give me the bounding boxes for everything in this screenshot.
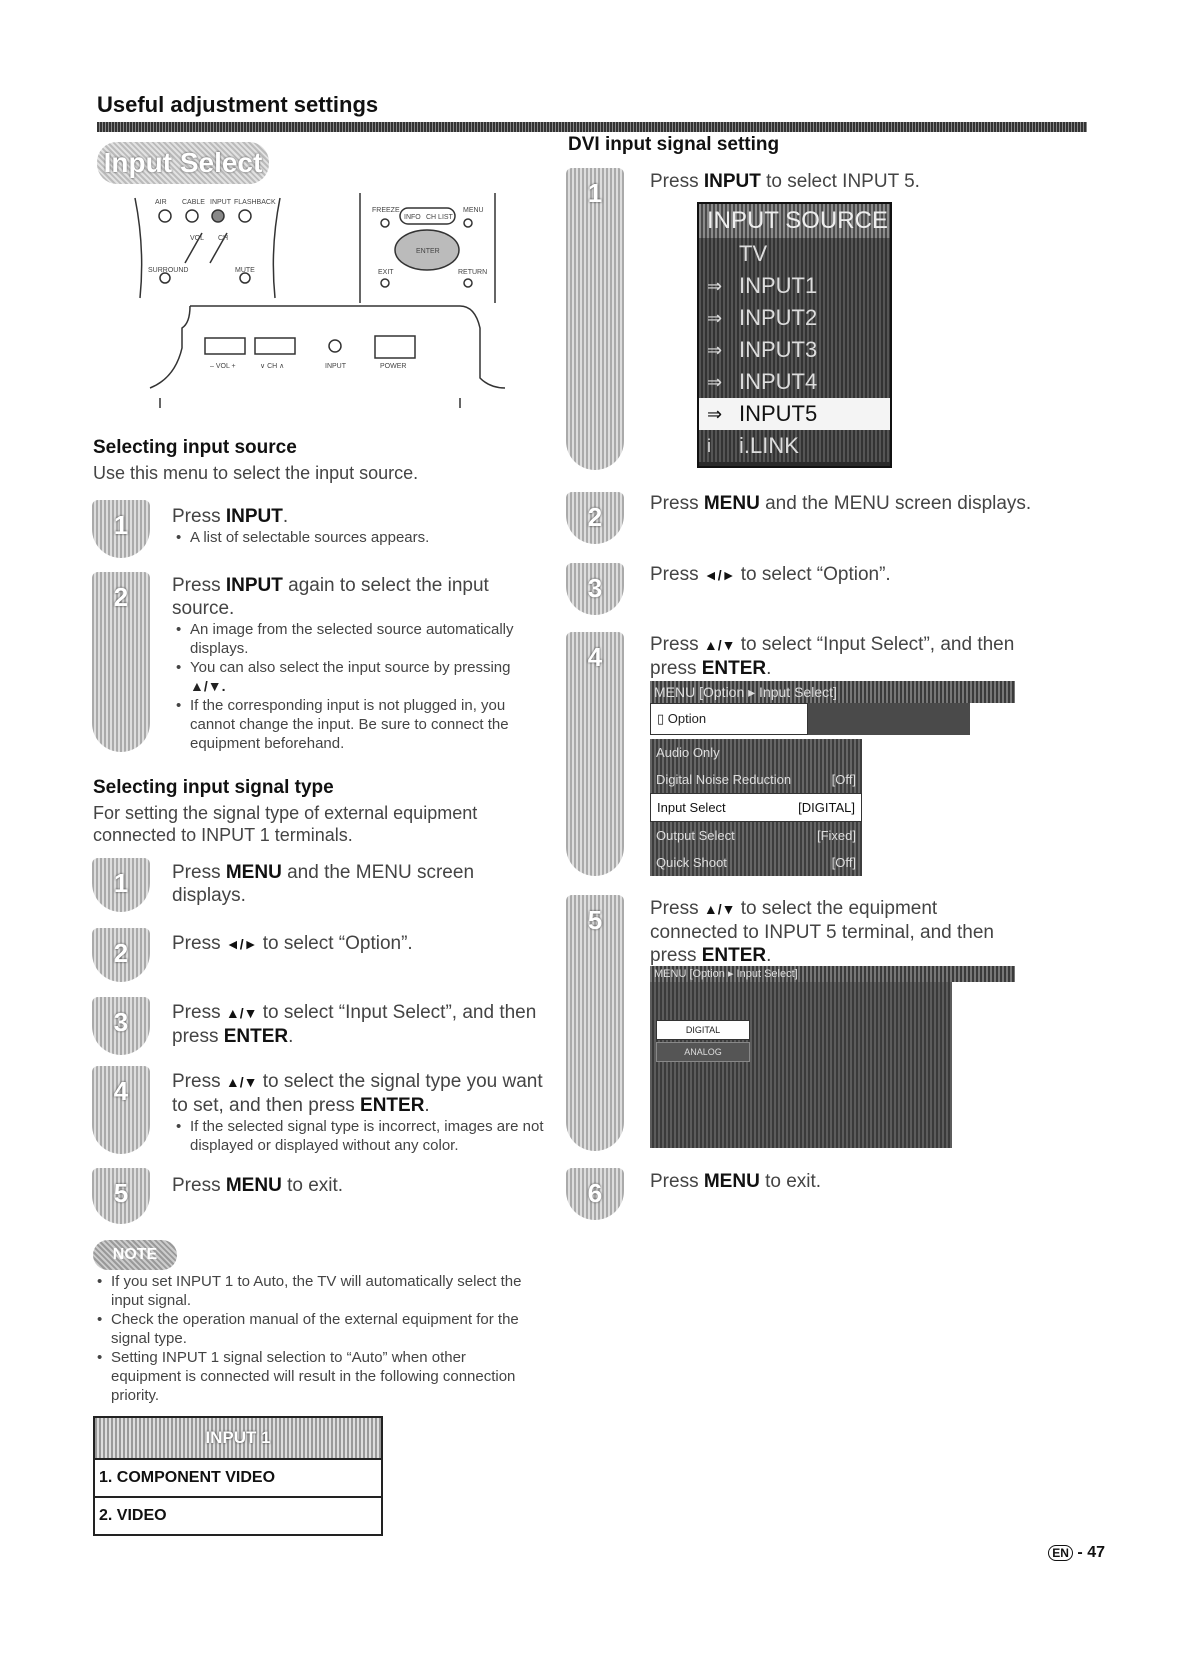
- remote-input-label: INPUT: [210, 199, 231, 206]
- remote-cable-label: CABLE: [182, 199, 205, 206]
- page-header: Useful adjustment settings: [97, 92, 379, 117]
- remote-enter-label: ENTER: [416, 248, 440, 255]
- option-icon: ▯: [657, 711, 668, 726]
- table-row: 1. COMPONENT VIDEO: [95, 1458, 381, 1496]
- s1-step1: Press INPUT. • A list of selectable sources appears.: [172, 505, 542, 547]
- step-badge: 4: [566, 632, 624, 876]
- remote-illustration: [130, 188, 510, 408]
- sec2-title: Selecting input signal type: [93, 777, 334, 798]
- s2-step1: Press MENU and the MENU screen displays.: [172, 862, 475, 906]
- section-badge: Input Select: [97, 142, 269, 184]
- menu1-item[interactable]: Audio Only: [656, 745, 720, 760]
- note-item: • Setting INPUT 1 signal selection to “Auto” when other equipment is connected will result in the following connection priority.: [93, 1348, 533, 1405]
- s2-step3: Press ▲/▼ to select “Input Select”, and then press ENTER.: [172, 1002, 537, 1047]
- s1-step2: Press INPUT again to select the input source. • An image from the selected source automatically displays. • You can also select the input source by pressing ▲/▼. • If the corresponding input is not plugged in, you cannot change the input. Be sure to connect the equipment beforehand.: [172, 574, 542, 753]
- source-item-input4[interactable]: ⇒ INPUT4: [699, 366, 890, 398]
- source-item-tv[interactable]: TV: [699, 238, 890, 270]
- bullet: • A list of selectable sources appears.: [172, 528, 542, 547]
- step-badge: 6: [566, 1168, 624, 1220]
- step-badge: 5: [92, 1168, 150, 1224]
- source-item-input3[interactable]: ⇒ INPUT3: [699, 334, 890, 366]
- plug-icon: ⇒: [707, 340, 723, 360]
- menu2-bar: MENU [Option ▸ Input Select]: [650, 966, 1015, 982]
- step-badge: 1: [566, 168, 624, 470]
- remote-return-label: RETURN: [458, 269, 488, 276]
- menu1-item[interactable]: Output Select [Fixed]: [656, 828, 856, 843]
- s2-step4: Press ▲/▼ to select the signal type you want to set, and then press ENTER. • If the selected signal type is incorrect, images are not displayed or displayed without any color.: [172, 1070, 547, 1155]
- menu1-option-tab[interactable]: ▯ Option: [650, 703, 808, 735]
- step-badge: 4: [92, 1066, 150, 1154]
- plug-icon: ⇒: [707, 308, 723, 328]
- sec1-title: Selecting input source: [93, 437, 297, 458]
- r-step2: Press MENU and the MENU screen displays.: [650, 493, 1032, 514]
- r-step6: Press MENU to exit.: [650, 1171, 822, 1192]
- note-item: • If you set INPUT 1 to Auto, the TV will automatically select the input signal.: [93, 1272, 533, 1310]
- step-badge: 3: [566, 563, 624, 615]
- note-badge: NOTE: [93, 1240, 177, 1270]
- panel-ch-label: ∨ CH ∧: [260, 363, 285, 370]
- r-step5: Press ▲/▼ to select the equipment connected to INPUT 5 terminal, and then press ENTER.: [650, 898, 994, 966]
- dvi-title: DVI input signal setting: [568, 134, 780, 155]
- input-source-title: INPUT SOURCE: [699, 204, 890, 238]
- panel-input-label: INPUT: [325, 363, 346, 370]
- remote-vol-label: VOL: [190, 235, 205, 242]
- table-header: INPUT 1: [95, 1418, 381, 1458]
- remote-flashback-label: FLASHBACK: [234, 199, 276, 206]
- info-icon: i: [707, 436, 711, 456]
- source-item-input1[interactable]: ⇒ INPUT1: [699, 270, 890, 302]
- bullet: • An image from the selected source automatically displays.: [172, 620, 542, 658]
- source-item-ilink[interactable]: i i.LINK: [699, 430, 890, 462]
- notes-list: [93, 1272, 533, 1405]
- header-rule: [97, 122, 1087, 132]
- menu1-option-bg: [650, 703, 970, 735]
- bullet: • If the corresponding input is not plugged in, you cannot change the input. Be sure to connect the equipment beforehand.: [172, 696, 542, 753]
- remote-freeze-label: FREEZE: [372, 207, 400, 214]
- input-source-menu: [697, 202, 892, 468]
- remote-mute-label: MUTE: [235, 267, 255, 274]
- source-item-input2[interactable]: ⇒ INPUT2: [699, 302, 890, 334]
- s2-step5: Press MENU to exit.: [172, 1175, 344, 1196]
- remote-info-label: INFO: [404, 214, 421, 221]
- menu2-digital[interactable]: DIGITAL: [656, 1020, 750, 1040]
- table-row: 2. VIDEO: [95, 1496, 381, 1534]
- bullet: • You can also select the input source by pressing ▲/▼.: [172, 658, 542, 696]
- step-badge: 2: [92, 928, 150, 982]
- menu1-item[interactable]: Quick Shoot [Off]: [656, 855, 856, 870]
- step-badge: 2: [566, 492, 624, 544]
- s2-step2: Press ◄/► to select “Option”.: [172, 933, 413, 954]
- panel-power-label: POWER: [380, 363, 407, 370]
- step-badge: 2: [92, 572, 150, 752]
- priority-table: [93, 1416, 383, 1536]
- r-step3: Press ◄/► to select “Option”.: [650, 564, 891, 585]
- menu2-analog[interactable]: ANALOG: [656, 1042, 750, 1062]
- menu1-bar: MENU [Option ▸ Input Select]: [650, 681, 1015, 703]
- bullet: • If the selected signal type is incorrect, images are not displayed or displayed without any color.: [172, 1117, 547, 1155]
- plug-icon: ⇒: [707, 372, 723, 392]
- remote-menu-label: MENU: [463, 207, 484, 214]
- r-step1: Press INPUT to select INPUT 5.: [650, 171, 920, 192]
- step-badge: 1: [92, 858, 150, 912]
- panel-vol-label: – VOL +: [210, 363, 236, 370]
- source-item-input5[interactable]: ⇒ INPUT5: [699, 398, 890, 430]
- sec1-desc: Use this menu to select the input source.: [93, 463, 419, 483]
- menu1-list: [650, 739, 862, 876]
- sec2-desc: For setting the signal type of external equipment connected to INPUT 1 terminals.: [93, 803, 478, 845]
- note-item: • Check the operation manual of the external equipment for the signal type.: [93, 1310, 533, 1348]
- remote-chlist-label: CH LIST: [426, 214, 453, 221]
- plug-icon: ⇒: [707, 276, 723, 296]
- menu2-screen: [650, 982, 952, 1148]
- step-badge: 3: [92, 997, 150, 1055]
- menu1-item[interactable]: Digital Noise Reduction [Off]: [656, 772, 856, 787]
- remote-air-label: AIR: [155, 199, 167, 206]
- step-badge: 5: [566, 895, 624, 1151]
- remote-ch-label: CH: [218, 235, 229, 242]
- remote-surround-label: SURROUND: [148, 267, 189, 274]
- page-number: EN - 47: [1048, 1544, 1105, 1562]
- r-step4: Press ▲/▼ to select “Input Select”, and then press ENTER.: [650, 634, 1015, 679]
- step-badge: 1: [92, 500, 150, 558]
- menu1-item-selected[interactable]: Input Select [DIGITAL]: [650, 793, 862, 822]
- plug-icon: ⇒: [707, 404, 723, 424]
- remote-exit-label: EXIT: [378, 269, 394, 276]
